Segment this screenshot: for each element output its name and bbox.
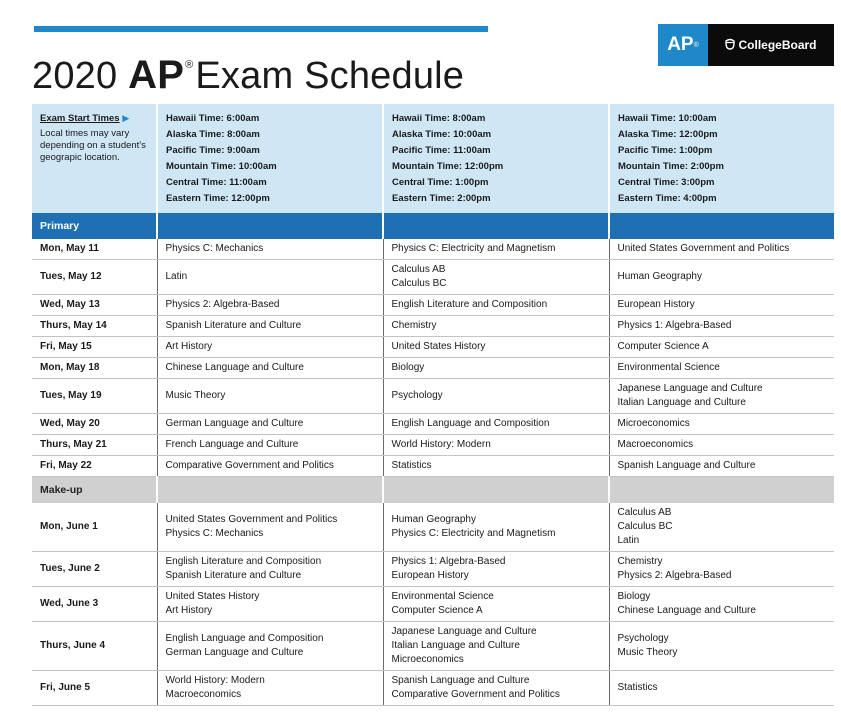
exam-subject: Chemistry <box>391 320 437 331</box>
exam-subject: Latin <box>617 535 640 546</box>
exam-subject: Calculus AB <box>391 264 446 275</box>
exam-slot-c1 <box>157 260 383 295</box>
title-ap: AP <box>128 53 185 97</box>
makeup-section-header <box>32 477 834 504</box>
exam-subject: Statistics <box>391 460 432 471</box>
start-times-col-3 <box>609 104 834 213</box>
exam-subject: Calculus AB <box>617 507 672 518</box>
time-list <box>392 111 600 207</box>
schedule-row <box>32 414 834 435</box>
time-zone-start: Hawaii Time: 8:00am <box>392 113 486 124</box>
exam-subject: Art History <box>165 605 213 616</box>
section-blank <box>609 213 834 239</box>
schedule-row <box>32 552 834 587</box>
exam-subject: Spanish Language and Culture <box>391 675 530 686</box>
time-zone-start: Pacific Time: 1:00pm <box>618 145 713 156</box>
time-zone-start: Alaska Time: 12:00pm <box>618 129 718 140</box>
exam-slot-c3 <box>609 239 834 260</box>
college-board-wordmark <box>708 24 834 66</box>
exam-subject: Physics C: Mechanics <box>165 243 264 254</box>
exam-slot-c3 <box>609 435 834 456</box>
exam-slot-c2 <box>383 414 609 435</box>
exam-slot-c1 <box>157 239 383 260</box>
exam-subject: Physics 2: Algebra-Based <box>617 570 732 581</box>
exam-subject: United States Government and Politics <box>165 514 338 525</box>
exam-subject: Biology <box>391 362 425 373</box>
exam-slot-c2 <box>383 316 609 337</box>
exam-slot-c1 <box>157 358 383 379</box>
exam-subject: United States History <box>165 591 260 602</box>
title-registered-mark: ® <box>185 59 194 71</box>
exam-subject: French Language and Culture <box>165 439 299 450</box>
exam-slot-c2 <box>383 622 609 671</box>
section-blank <box>383 477 609 504</box>
schedule-row <box>32 337 834 358</box>
exam-slot-c3 <box>609 379 834 414</box>
exam-slot-c1 <box>157 456 383 477</box>
exam-subject: Spanish Literature and Culture <box>165 570 302 581</box>
schedule-row <box>32 316 834 337</box>
exam-subject: Italian Language and Culture <box>617 397 746 408</box>
college-board-logo <box>658 24 834 66</box>
schedule-row <box>32 379 834 414</box>
section-blank <box>383 213 609 239</box>
exam-schedule-table <box>32 104 834 706</box>
exam-slot-c2 <box>383 587 609 622</box>
time-zone-start: Mountain Time: 12:00pm <box>392 161 504 172</box>
exam-subject: Biology <box>617 591 651 602</box>
exam-subject: Environmental Science <box>617 362 720 373</box>
time-zone-start: Pacific Time: 11:00am <box>392 145 491 156</box>
exam-slot-c2 <box>383 379 609 414</box>
exam-subject: Macroeconomics <box>617 439 694 450</box>
time-zone-start: Mountain Time: 10:00am <box>166 161 277 172</box>
exam-slot-c1 <box>157 587 383 622</box>
exam-slot-c1 <box>157 671 383 706</box>
exam-subject: Chemistry <box>617 556 663 567</box>
exam-subject: European History <box>391 570 469 581</box>
schedule-row <box>32 295 834 316</box>
ap-logo <box>658 24 708 66</box>
exam-day: Wed, May 20 <box>32 414 157 435</box>
exam-subject: Physics C: Mechanics <box>165 528 264 539</box>
schedule-row <box>32 671 834 706</box>
exam-subject: Chinese Language and Culture <box>617 605 756 616</box>
exam-subject: Human Geography <box>391 514 476 525</box>
exam-slot-c3 <box>609 316 834 337</box>
exam-slot-c1 <box>157 295 383 316</box>
exam-subject: Spanish Literature and Culture <box>165 320 302 331</box>
time-zone-start: Eastern Time: 2:00pm <box>392 193 491 204</box>
exam-subject: Comparative Government and Politics <box>165 460 334 471</box>
start-times-col-1 <box>157 104 383 213</box>
exam-subject: Macroeconomics <box>165 689 242 700</box>
exam-subject: Japanese Language and Culture <box>617 383 763 394</box>
start-times-label: Exam Start Times <box>40 113 120 124</box>
exam-subject: Art History <box>165 341 213 352</box>
exam-day: Fri, May 22 <box>32 456 157 477</box>
schedule-row <box>32 587 834 622</box>
exam-slot-c3 <box>609 260 834 295</box>
exam-slot-c1 <box>157 435 383 456</box>
section-blank <box>157 477 383 504</box>
exam-slot-c1 <box>157 622 383 671</box>
exam-slot-c3 <box>609 414 834 435</box>
top-accent-bar <box>34 26 488 32</box>
schedule-row <box>32 239 834 260</box>
time-zone-start: Pacific Time: 9:00am <box>166 145 260 156</box>
exam-day: Thurs, May 21 <box>32 435 157 456</box>
exam-day: Fri, June 5 <box>32 671 157 706</box>
time-zone-start: Alaska Time: 10:00am <box>392 129 492 140</box>
exam-slot-c3 <box>609 671 834 706</box>
time-zone-start: Central Time: 1:00pm <box>392 177 489 188</box>
ap-logo-reg: ® <box>693 41 699 49</box>
time-list <box>166 111 374 207</box>
exam-day: Tues, May 12 <box>32 260 157 295</box>
exam-subject: Computer Science A <box>617 341 709 352</box>
exam-subject: Calculus BC <box>617 521 673 532</box>
exam-day: Tues, June 2 <box>32 552 157 587</box>
arrow-right-icon: ▶ <box>122 113 130 123</box>
section-blank <box>157 213 383 239</box>
exam-slot-c1 <box>157 316 383 337</box>
exam-subject: Comparative Government and Politics <box>391 689 560 700</box>
exam-slot-c3 <box>609 503 834 552</box>
exam-subject: Spanish Language and Culture <box>617 460 756 471</box>
title-year: 2020 <box>32 55 118 97</box>
college-board-text: CollegeBoard <box>738 38 817 52</box>
exam-subject: Physics 2: Algebra-Based <box>165 299 280 310</box>
exam-subject: World History: Modern <box>391 439 491 450</box>
start-times-row <box>32 104 834 213</box>
exam-slot-c2 <box>383 337 609 358</box>
exam-subject: Chinese Language and Culture <box>165 362 304 373</box>
exam-subject: Microeconomics <box>391 654 464 665</box>
exam-subject: Human Geography <box>617 271 702 282</box>
exam-day: Thurs, May 14 <box>32 316 157 337</box>
exam-subject: Physics 1: Algebra-Based <box>391 556 506 567</box>
exam-subject: English Language and Composition <box>391 418 550 429</box>
time-zone-start: Central Time: 3:00pm <box>618 177 715 188</box>
exam-subject: English Language and Composition <box>165 633 324 644</box>
primary-section-label: Primary <box>32 213 157 239</box>
exam-slot-c2 <box>383 295 609 316</box>
exam-slot-c2 <box>383 435 609 456</box>
exam-subject: Computer Science A <box>391 605 483 616</box>
time-list <box>618 111 826 207</box>
time-zone-start: Eastern Time: 12:00pm <box>166 193 270 204</box>
exam-slot-c2 <box>383 239 609 260</box>
exam-subject: European History <box>617 299 695 310</box>
exam-subject: World History: Modern <box>165 675 265 686</box>
primary-section-header <box>32 213 834 239</box>
exam-subject: United States Government and Politics <box>617 243 790 254</box>
makeup-section-label: Make-up <box>32 477 157 504</box>
exam-slot-c3 <box>609 456 834 477</box>
time-zone-start: Hawaii Time: 6:00am <box>166 113 260 124</box>
exam-slot-c2 <box>383 260 609 295</box>
exam-slot-c1 <box>157 414 383 435</box>
exam-slot-c1 <box>157 379 383 414</box>
exam-slot-c2 <box>383 503 609 552</box>
schedule-row <box>32 435 834 456</box>
exam-slot-c3 <box>609 337 834 358</box>
time-zone-start: Eastern Time: 4:00pm <box>618 193 717 204</box>
acorn-icon <box>725 38 735 53</box>
exam-slot-c2 <box>383 456 609 477</box>
start-times-note: Local times may vary depending on a student's geograpic location. <box>40 128 146 163</box>
time-zone-start: Mountain Time: 2:00pm <box>618 161 724 172</box>
start-times-col-2 <box>383 104 609 213</box>
exam-subject: German Language and Culture <box>165 418 304 429</box>
exam-subject: Calculus BC <box>391 278 447 289</box>
schedule-row <box>32 622 834 671</box>
exam-subject: Statistics <box>617 682 658 693</box>
exam-slot-c3 <box>609 587 834 622</box>
time-zone-start: Hawaii Time: 10:00am <box>618 113 717 124</box>
exam-slot-c1 <box>157 552 383 587</box>
time-zone-start: Alaska Time: 8:00am <box>166 129 260 140</box>
schedule-row <box>32 456 834 477</box>
exam-subject: Music Theory <box>165 390 226 401</box>
exam-slot-c3 <box>609 358 834 379</box>
exam-day: Mon, May 18 <box>32 358 157 379</box>
exam-subject: Physics C: Electricity and Magnetism <box>391 528 556 539</box>
schedule-row <box>32 503 834 552</box>
exam-subject: United States History <box>391 341 486 352</box>
exam-day: Thurs, June 4 <box>32 622 157 671</box>
exam-subject: German Language and Culture <box>165 647 304 658</box>
start-times-label-cell <box>32 104 157 213</box>
exam-slot-c2 <box>383 358 609 379</box>
exam-subject: English Literature and Composition <box>391 299 548 310</box>
exam-subject: Music Theory <box>617 647 678 658</box>
section-blank <box>609 477 834 504</box>
exam-day: Tues, May 19 <box>32 379 157 414</box>
exam-subject: Latin <box>165 271 188 282</box>
exam-subject: Microeconomics <box>617 418 690 429</box>
exam-subject: Psychology <box>391 390 443 401</box>
exam-day: Wed, May 13 <box>32 295 157 316</box>
ap-logo-text: AP <box>667 34 694 55</box>
exam-subject: Psychology <box>617 633 669 644</box>
exam-day: Mon, May 11 <box>32 239 157 260</box>
exam-subject: Environmental Science <box>391 591 494 602</box>
exam-slot-c2 <box>383 671 609 706</box>
exam-slot-c3 <box>609 295 834 316</box>
exam-slot-c3 <box>609 622 834 671</box>
exam-subject: English Literature and Composition <box>165 556 322 567</box>
exam-day: Wed, June 3 <box>32 587 157 622</box>
exam-subject: Italian Language and Culture <box>391 640 520 651</box>
page-title <box>32 42 464 99</box>
exam-subject: Japanese Language and Culture <box>391 626 537 637</box>
exam-slot-c1 <box>157 503 383 552</box>
exam-slot-c2 <box>383 552 609 587</box>
exam-slot-c1 <box>157 337 383 358</box>
title-rest: Exam Schedule <box>195 55 465 97</box>
exam-subject: Physics C: Electricity and Magnetism <box>391 243 556 254</box>
schedule-row <box>32 358 834 379</box>
time-zone-start: Central Time: 11:00am <box>166 177 267 188</box>
schedule-row <box>32 260 834 295</box>
exam-slot-c3 <box>609 552 834 587</box>
exam-day: Mon, June 1 <box>32 503 157 552</box>
exam-day: Fri, May 15 <box>32 337 157 358</box>
exam-subject: Physics 1: Algebra-Based <box>617 320 732 331</box>
